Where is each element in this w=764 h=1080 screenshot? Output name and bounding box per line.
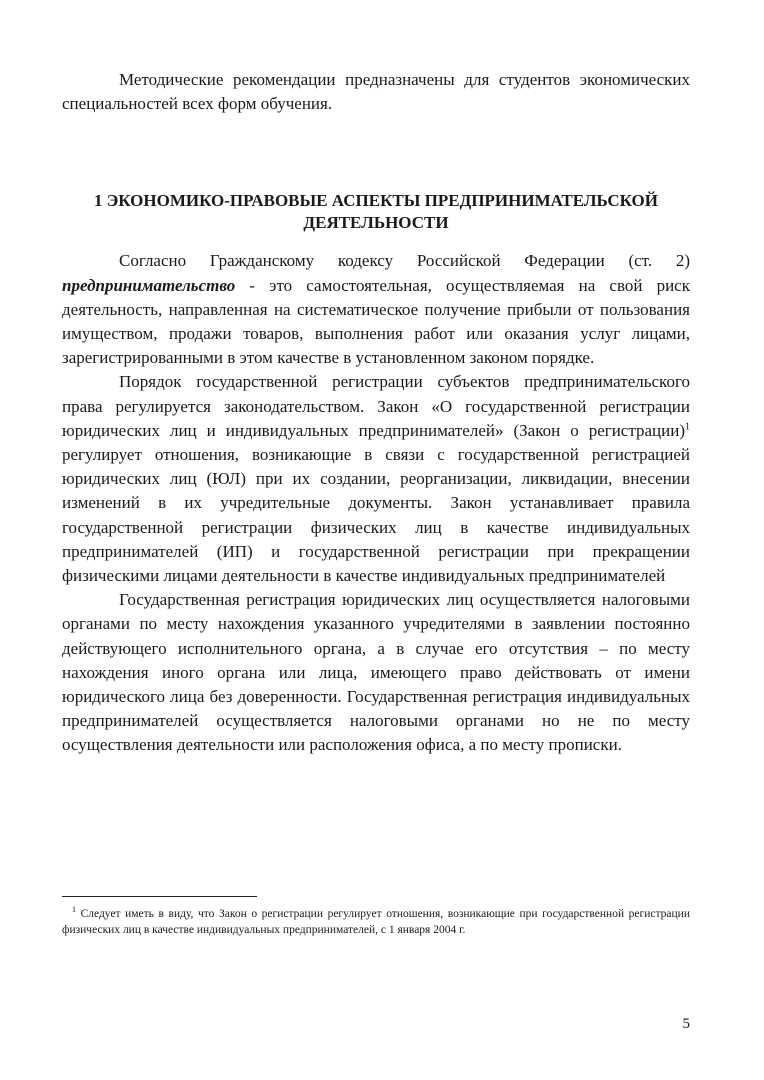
footnote-divider: [62, 896, 257, 897]
footnote-marker: 1: [72, 905, 76, 915]
intro-text: Методические рекомендации предназначены для студентов экономических специальностей всех форм обучения.: [62, 70, 690, 114]
section-heading-line-1: 1 ЭКОНОМИКО-ПРАВОВЫЕ АСПЕКТЫ ПРЕДПРИНИМАТЕЛЬСКОЙ: [94, 191, 658, 211]
section-heading: [62, 190, 690, 234]
p2-before: Порядок государственной регистрации субъектов предпринимательского права регулируется законодательством. Закон «О государственной регистрации юридических лиц и индивидуальных предпринимателей» (Закон о регистрации): [62, 372, 690, 440]
paragraph-entrepreneurship-definition: [62, 249, 690, 370]
paragraph-registration-law: [62, 370, 690, 588]
section-heading-line-2: ДЕЯТЕЛЬНОСТИ: [303, 213, 449, 233]
footnote-reference: 1: [685, 421, 690, 433]
intro-paragraph: [62, 68, 690, 116]
page-body: [62, 68, 690, 758]
page-number: 5: [682, 1016, 690, 1032]
paragraph-tax-authorities: [62, 588, 690, 757]
p1-before: Согласно Гражданскому кодексу Российской Федерации (ст. 2): [119, 251, 690, 271]
term-entrepreneurship: предпринимательство: [62, 275, 236, 295]
p3-text: Государственная регистрация юридических лиц осуществляется налоговыми органами по месту нахождения указанного учредителями в заявлении постоянно действующего исполнительного органа, а в случае его отсутствия – по месту нахождения иного органа или лица, имеющего право действовать от имени юридического лица без доверенности. Государственная регистрация индивидуальных предпринимателей осуществляется налоговыми органами но не по месту осуществления деятельности или расположения офиса, а по месту прописки.: [62, 590, 690, 755]
footnote: [62, 906, 690, 938]
footnote-text: Следует иметь в виду, что Закон о регистрации регулирует отношения, возникающие при государственной регистрации физических лиц в качестве индивидуальных предпринимателей, с 1 января 2004 г.: [62, 908, 690, 936]
p2-after: регулирует отношения, возникающие в связи с государственной регистрацией юридических лиц (ЮЛ) при их создании, реорганизации, ликвидации, внесении изменений в их учредительные документы. Закон устанавливает правила государственной регистрации физических лиц в качестве индивидуальных предпринимателей (ИП) и государственной регистрации при прекращении физическими лицами деятельности в качестве индивидуальных предпринимателей: [62, 445, 690, 586]
p1-after: - это самостоятельная, осуществляемая на свой риск деятельность, направленная на систематическое получение прибыли от пользования имуществом, продажи товаров, выполнения работ или оказания услуг лицами, зарегистрированными в этом качестве в установленном законом порядке.: [62, 275, 690, 368]
